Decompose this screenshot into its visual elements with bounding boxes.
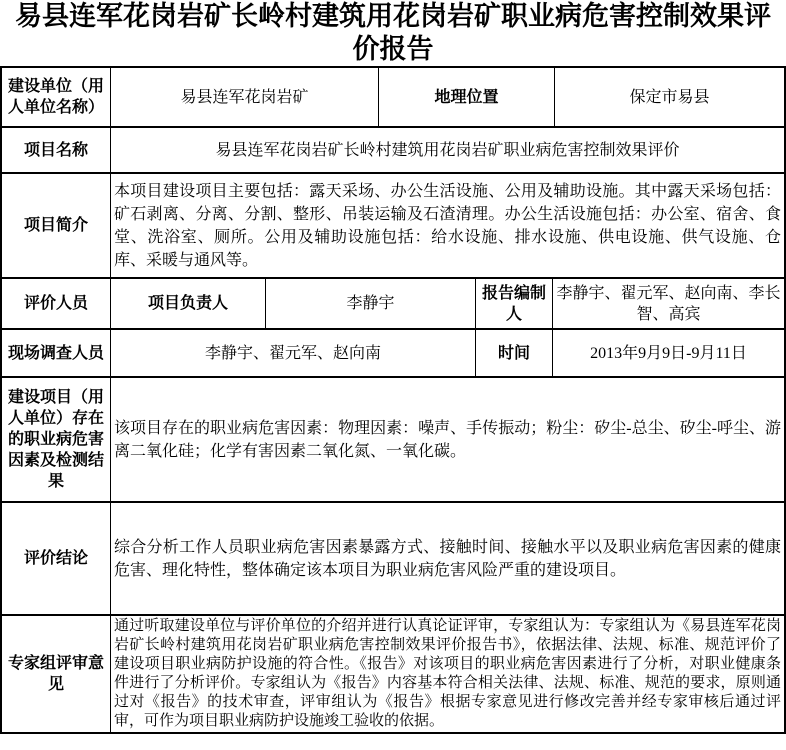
project-leader-label: 项目负责人 xyxy=(110,279,265,328)
project-summary-label: 项目简介 xyxy=(23,217,88,234)
expert-review-label: 专家组评审意见 xyxy=(7,655,104,693)
table-row-evaluators xyxy=(2,279,784,330)
expert-review-value: 通过听取建设单位与评价单位的介绍并进行认真论证评审，专家组认为：专家组认为《易县连军花岗岩矿长岭村建筑用花岗岩矿职业病危害控制效果评价报告书》，依据法律、法规、标准、规范评价了建设项目职业病防护设施的符合性。《报告》对该项目的职业病危害因素进行了分析，对职业健康条件进行了分析评价。专家组认为《报告》内容基本符合相关法律、法规、标准、规范的要求，原则通过对《报告》的技术审查，评审组认为《报告》根据专家意见进行修改完善并经专家审核后通过评审，可作为项目职业病防护设施竣工验收的依据。 xyxy=(110,616,784,732)
report-title: 易县连军花岗岩矿长岭村建筑用花岗岩矿职业病危害控制效果评价报告 xyxy=(15,1,771,64)
table-row-construction-unit xyxy=(2,68,784,128)
hazard-factors-value: 该项目存在的职业病危害因素：物理因素：噪声、手传振动；粉尘：矽尘-总尘、矽尘-呼尘、游离二氧化硅；化学有害因素二氧化氮、一氧化碳。 xyxy=(110,378,784,501)
project-leader-value: 李静宇 xyxy=(265,279,475,328)
site-survey-value: 李静宇、翟元军、赵向南 xyxy=(110,330,475,376)
table-row-conclusion xyxy=(2,503,784,616)
conclusion-label: 评价结论 xyxy=(23,550,88,567)
time-value: 2013年9月9日-9月11日 xyxy=(552,330,784,376)
report-table xyxy=(0,66,786,734)
time-label: 时间 xyxy=(475,330,552,376)
project-summary-value: 本项目建设项目主要包括：露天采场、办公生活设施、公用及辅助设施。其中露天采场包括：矿石剥离、分离、分割、整形、吊装运输及石渣清理。办公生活设施包括：办公室、宿舍、食堂、洗浴室、厕所。公用及辅助设施包括：给水设施、排水设施、供电设施、供气设施、仓库、采暖与通风等。 xyxy=(110,174,784,277)
table-row-expert-review xyxy=(2,616,784,732)
table-row-project-summary xyxy=(2,174,784,279)
location-label: 地理位置 xyxy=(378,68,554,126)
construction-unit-value: 易县连军花岗岩矿 xyxy=(110,68,378,126)
site-survey-label: 现场调查人员 xyxy=(7,344,104,362)
table-row-project-name xyxy=(2,128,784,174)
hazard-factors-label: 建设项目（用人单位）存在的职业病危害因素及检测结果 xyxy=(7,389,104,490)
conclusion-value: 综合分析工作人员职业病危害因素暴露方式、接触时间、接触水平以及职业病危害因素的健康危害、理化特性，整体确定该本项目为职业病危害风险严重的建设项目。 xyxy=(110,503,784,614)
report-authors-value: 李静宇、翟元军、赵向南、李长智、高宾 xyxy=(552,279,784,328)
evaluators-label: 评价人员 xyxy=(23,295,88,312)
table-row-hazard-factors xyxy=(2,378,784,503)
project-name-label: 项目名称 xyxy=(23,141,88,159)
project-name-value: 易县连军花岗岩矿长岭村建筑用花岗岩矿职业病危害控制效果评价 xyxy=(110,128,784,172)
location-value: 保定市易县 xyxy=(554,68,784,126)
table-row-site-survey xyxy=(2,330,784,378)
report-authors-label: 报告编制人 xyxy=(475,279,552,328)
construction-unit-label: 建设单位（用人单位名称） xyxy=(7,78,104,116)
